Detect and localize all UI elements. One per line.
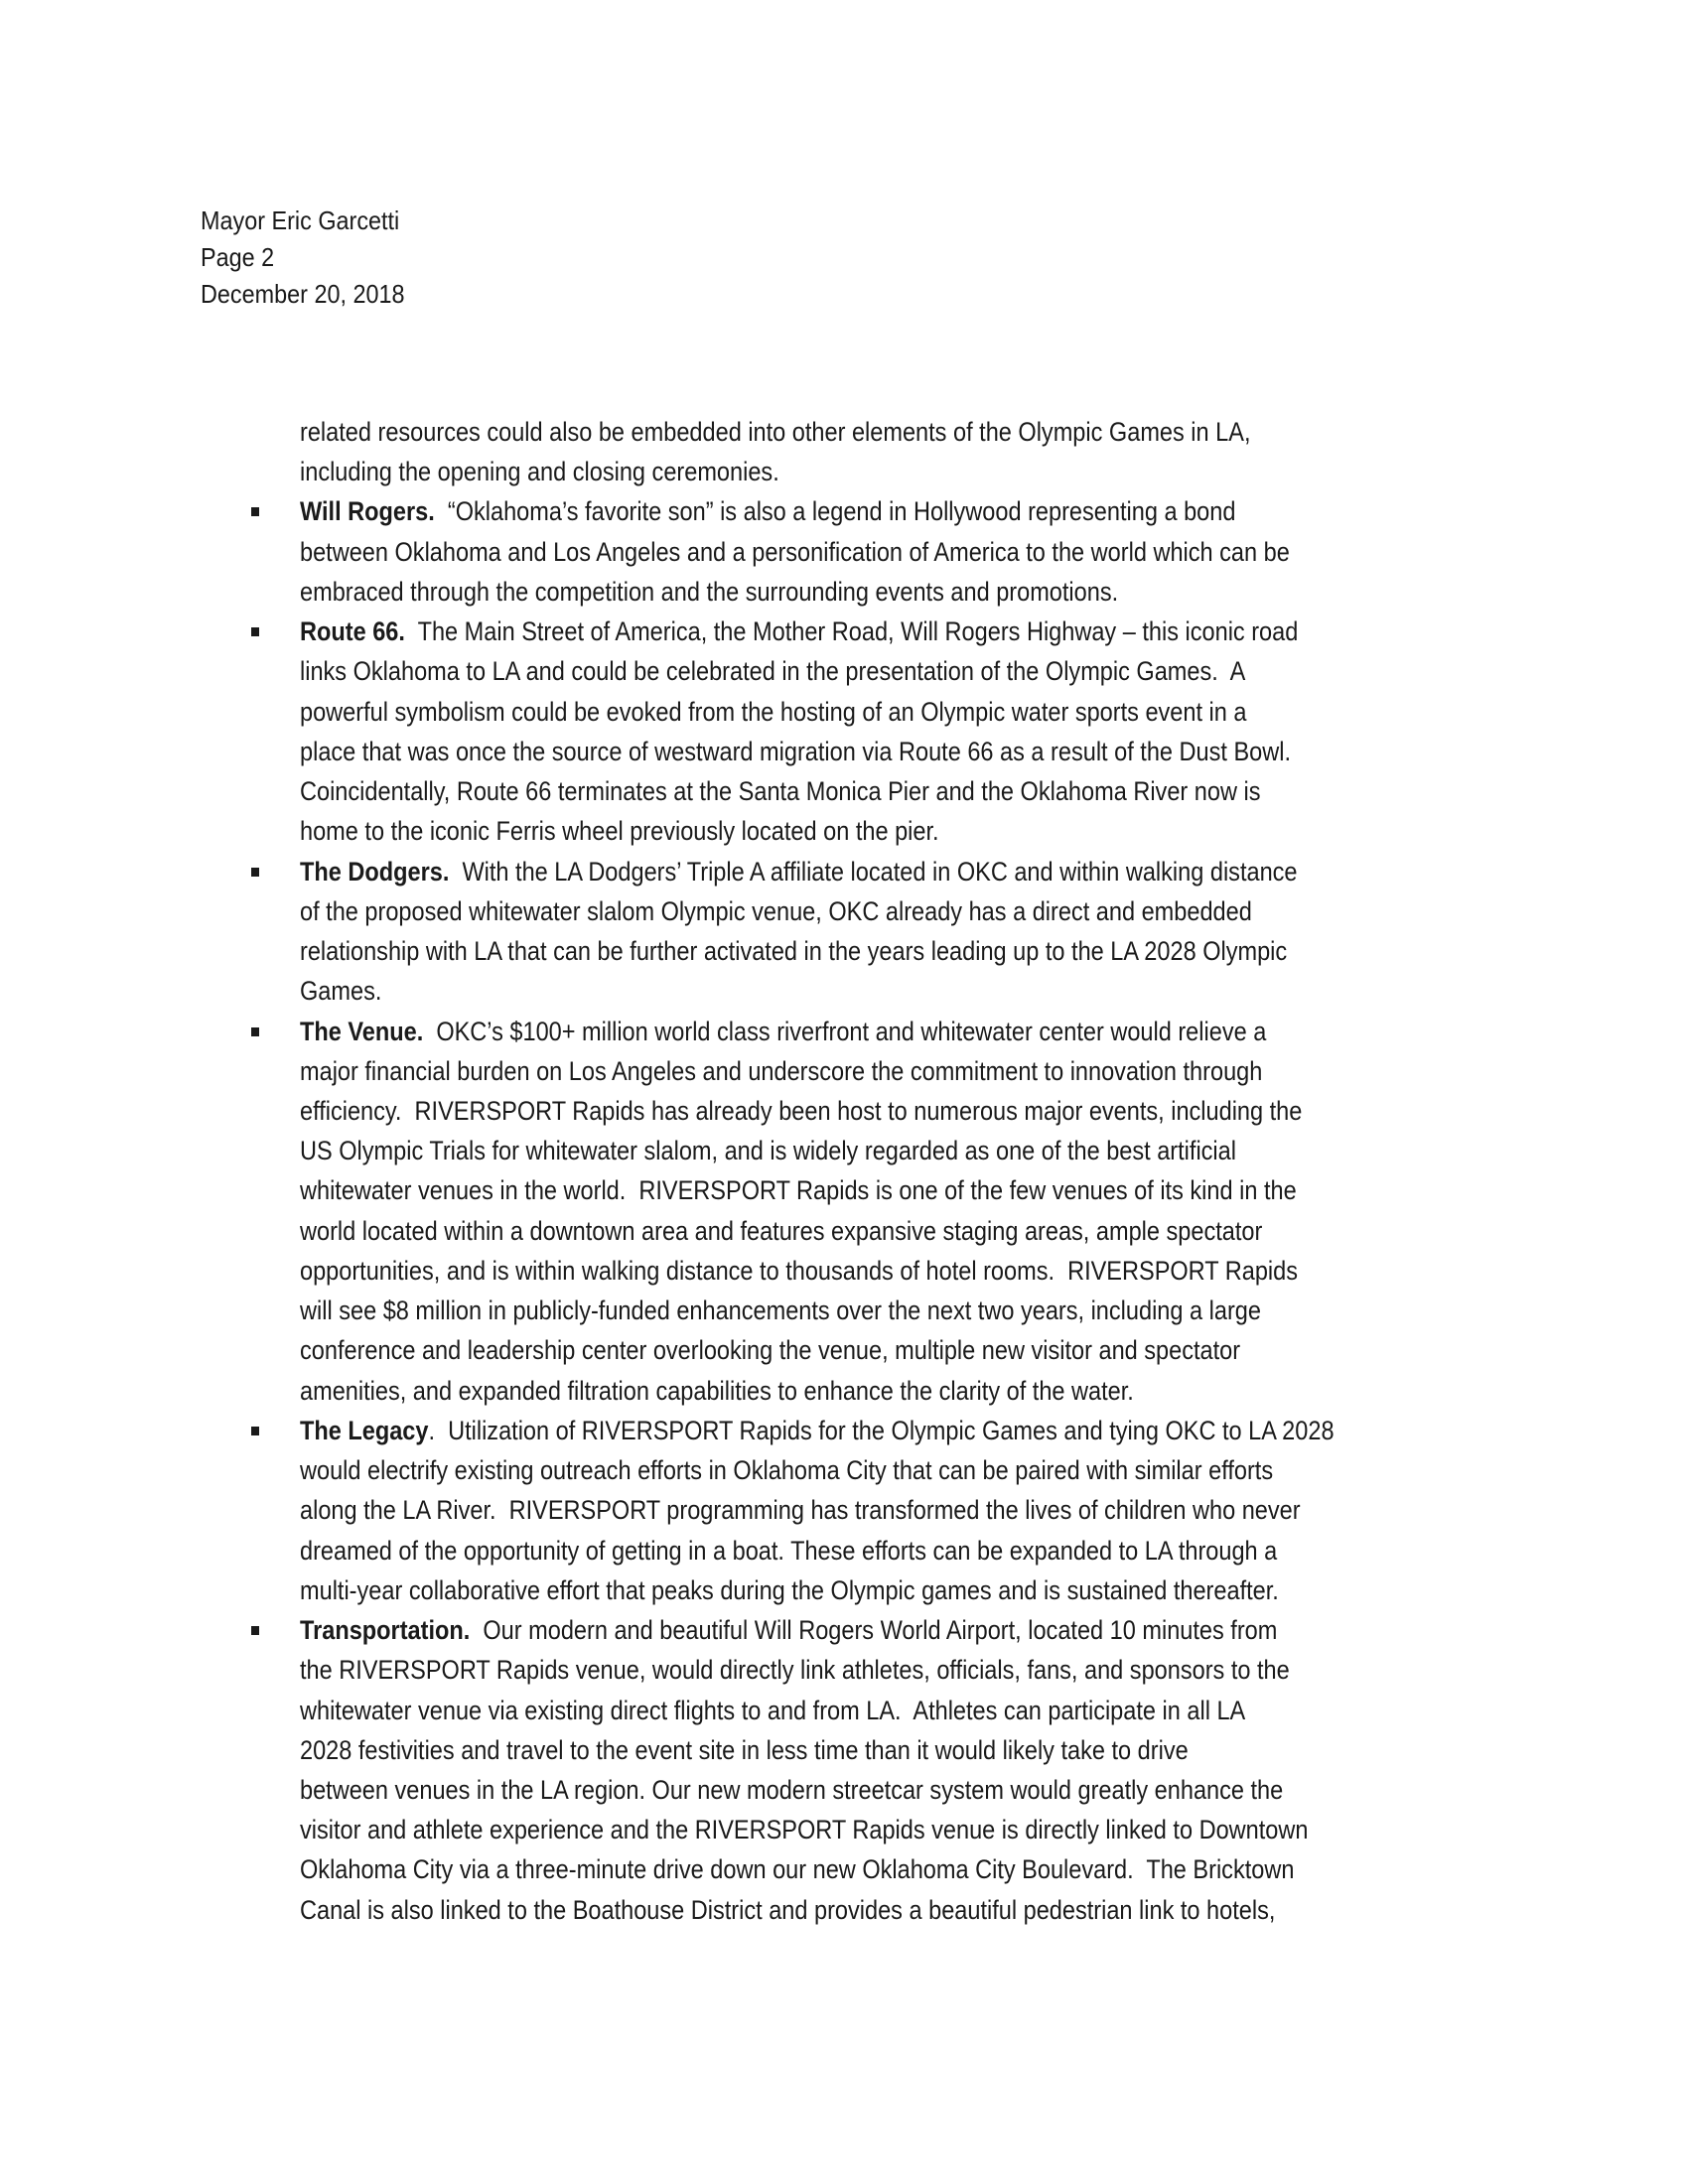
body-line: related resources could also be embedded into other elements of the Olympic Games in LA,	[300, 417, 1251, 447]
body-line: place that was once the source of westward migration via Route 66 as a result of the Dust Bowl.	[300, 736, 1292, 766]
square-bullet-icon	[251, 627, 259, 636]
body-line: of the proposed whitewater slalom Olympic venue, OKC already has a direct and embedded	[300, 895, 1252, 926]
bullet-item-legacy: The Legacy. Utilization of RIVERSPORT Rapids for the Olympic Games and tying OKC to LA 2028	[0, 1411, 1688, 1450]
bullet-title: Transportation.	[300, 1615, 471, 1646]
bullet-title: The Legacy	[300, 1415, 429, 1445]
bullet-item-dodgers: The Dodgers. With the LA Dodgers’ Triple A affiliate located in OKC and within walking distance	[0, 852, 1688, 891]
body-line: Games.	[300, 976, 382, 1007]
bullet-item-venue: The Venue. OKC’s $100+ million world class riverfront and whitewater center would relieve a	[0, 1012, 1688, 1051]
bullet-title: The Venue.	[300, 1016, 424, 1046]
body-line: 2028 festivities and travel to the event site in less time than it would likely take to drive	[300, 1734, 1189, 1765]
body-line: Coincidentally, Route 66 terminates at the Santa Monica Pier and the Oklahoma River now is	[300, 776, 1261, 807]
body-line: whitewater venue via existing direct flights to and from LA. Athletes can participate in all LA	[300, 1695, 1246, 1725]
square-bullet-icon	[251, 868, 259, 877]
bullet-title: Route 66.	[300, 616, 405, 647]
body-line: the RIVERSPORT Rapids venue, would directly link athletes, officials, fans, and sponsors to the	[300, 1655, 1290, 1686]
square-bullet-icon	[251, 507, 259, 516]
body-line: along the LA River. RIVERSPORT programming has transformed the lives of children who never	[300, 1495, 1301, 1526]
square-bullet-icon	[251, 1626, 259, 1635]
square-bullet-icon	[251, 1427, 259, 1435]
body-line: visitor and athlete experience and the RIVERSPORT Rapids venue is directly linked to Downtown	[300, 1815, 1309, 1845]
body-line: powerful symbolism could be evoked from the hosting of an Olympic water sports event in a	[300, 696, 1247, 727]
body-line: amenities, and expanded filtration capabilities to enhance the clarity of the water.	[300, 1375, 1134, 1406]
bullet-item-transportation: Transportation. Our modern and beautiful Will Rogers World Airport, located 10 minutes from	[0, 1610, 1688, 1650]
body-line: conference and leadership center overlooking the venue, multiple new visitor and spectator	[300, 1335, 1241, 1366]
body-line: relationship with LA that can be further activated in the years leading up to the LA 2028 Olympic	[300, 936, 1288, 967]
letter-body	[0, 412, 1688, 1930]
bullet-item-route-66: Route 66. The Main Street of America, the Mother Road, Will Rogers Highway – this iconic road	[0, 612, 1688, 651]
body-line: major financial burden on Los Angeles and underscore the commitment to innovation through	[300, 1055, 1263, 1086]
recipient-name: Mayor Eric Garcetti	[201, 205, 400, 235]
body-line: embraced through the competition and the surrounding events and promotions.	[300, 576, 1119, 607]
body-line: world located within a downtown area and features expansive staging areas, ample spectator	[300, 1215, 1263, 1246]
bullet-title: Will Rogers.	[300, 496, 435, 527]
bullet-title: The Dodgers.	[300, 856, 450, 887]
body-line: will see $8 million in publicly-funded enhancements over the next two years, including a large	[300, 1296, 1261, 1326]
body-line: opportunities, and is within walking distance to thousands of hotel rooms. RIVERSPORT Rapids	[300, 1255, 1298, 1286]
square-bullet-icon	[251, 1027, 259, 1036]
body-line: links Oklahoma to LA and could be celebrated in the presentation of the Olympic Games. A	[300, 656, 1246, 687]
bullet-item-will-rogers: Will Rogers. “Oklahoma’s favorite son” is also a legend in Hollywood representing a bond	[0, 491, 1688, 531]
page-number: Page 2	[201, 242, 275, 272]
body-line: between Oklahoma and Los Angeles and a personification of America to the world which can be	[300, 536, 1290, 567]
body-line: dreamed of the opportunity of getting in a boat. These efforts can be expanded to LA through a	[300, 1535, 1278, 1566]
body-line: whitewater venues in the world. RIVERSPORT Rapids is one of the few venues of its kind in the	[300, 1175, 1297, 1206]
body-line: Oklahoma City via a three-minute drive down our new Oklahoma City Boulevard. The Bricktown	[300, 1854, 1295, 1885]
body-line: multi-year collaborative effort that peaks during the Olympic games and is sustained thereafter.	[300, 1574, 1279, 1605]
body-line: home to the iconic Ferris wheel previously located on the pier.	[300, 816, 939, 847]
body-line: efficiency. RIVERSPORT Rapids has already been host to numerous major events, including the	[300, 1095, 1303, 1126]
body-line: between venues in the LA region. Our new modern streetcar system would greatly enhance the	[300, 1774, 1284, 1805]
body-line: would electrify existing outreach efforts in Oklahoma City that can be paired with similar efforts	[300, 1455, 1274, 1486]
body-line: US Olympic Trials for whitewater slalom, and is widely regarded as one of the best artificial	[300, 1136, 1236, 1166]
body-line: Canal is also linked to the Boathouse District and provides a beautiful pedestrian link to hotels,	[300, 1894, 1276, 1925]
body-line: including the opening and closing ceremonies.	[300, 457, 779, 487]
letter-date: December 20, 2018	[201, 279, 405, 309]
letter-header	[201, 203, 427, 313]
